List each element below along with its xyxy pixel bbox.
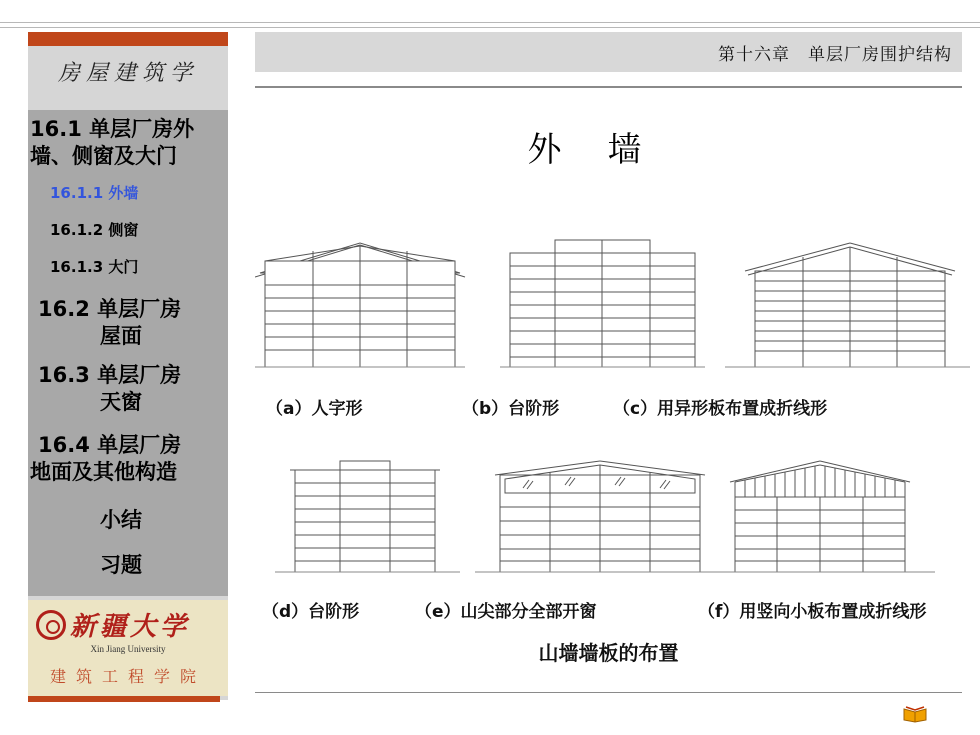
college-name: 建筑工程学院 bbox=[49, 667, 206, 686]
caption-f: （f）用竖向小板布置成折线形 bbox=[698, 602, 927, 622]
diagram-a-gable bbox=[255, 243, 465, 367]
nav-item-16-3[interactable]: 16.3 单层厂房 bbox=[38, 363, 182, 387]
diagram-f-vertical-slats bbox=[720, 461, 935, 572]
nav-item-16-1-1[interactable]: 16.1.1 外墙 bbox=[50, 184, 139, 202]
nav-item-16-1[interactable]: 16.1 单层厂房外 bbox=[30, 117, 195, 141]
nav-item-exercises[interactable]: 习题 bbox=[100, 553, 142, 577]
course-title: 房屋建筑学 bbox=[57, 61, 198, 86]
sidebar-accent-top bbox=[28, 32, 228, 46]
diagram-b-stepped bbox=[500, 240, 705, 367]
nav-item-summary[interactable]: 小结 bbox=[100, 508, 142, 532]
caption-c: （c）用异形板布置成折线形 bbox=[613, 399, 828, 419]
university-logo bbox=[28, 600, 228, 696]
sidebar-accent-bottom bbox=[28, 696, 220, 702]
chapter-title: 第十六章 单层厂房围护结构 bbox=[718, 45, 952, 65]
nav-item-16-1-line2[interactable]: 墙、侧窗及大门 bbox=[30, 144, 177, 168]
nav-item-16-1-2[interactable]: 16.1.2 侧窗 bbox=[50, 221, 139, 239]
chapter-header bbox=[255, 32, 962, 72]
top-rule bbox=[0, 22, 980, 23]
university-name: 新疆大学 bbox=[70, 612, 191, 642]
book-nav-icon[interactable] bbox=[902, 705, 928, 723]
nav-item-16-4-line2[interactable]: 地面及其他构造 bbox=[30, 460, 177, 484]
header-rule bbox=[255, 86, 962, 88]
caption-b: （b）台阶形 bbox=[462, 399, 560, 419]
top-rule-2 bbox=[0, 27, 980, 28]
figure-caption: 山墙墙板的布置 bbox=[538, 641, 679, 665]
caption-e: （e）山尖部分全部开窗 bbox=[415, 602, 597, 622]
diagram-d-stepped bbox=[275, 461, 460, 572]
nav-item-16-3-line2[interactable]: 天窗 bbox=[100, 390, 142, 414]
diagram-e-gable-windows bbox=[475, 461, 725, 572]
diagram-c-polyline bbox=[725, 243, 970, 367]
university-seal-icon bbox=[36, 610, 66, 640]
caption-a: （a）人字形 bbox=[266, 399, 363, 419]
nav-item-16-4[interactable]: 16.4 单层厂房 bbox=[38, 433, 182, 457]
footer-rule bbox=[255, 692, 962, 693]
caption-d: （d）台阶形 bbox=[262, 602, 360, 622]
nav-item-16-2[interactable]: 16.2 单层厂房 bbox=[38, 297, 182, 321]
nav-item-16-1-3[interactable]: 16.1.3 大门 bbox=[50, 258, 139, 276]
university-english-name: Xin Jiang University bbox=[90, 644, 166, 654]
nav-item-16-2-line2[interactable]: 屋面 bbox=[100, 324, 142, 348]
page-title: 外 墙 bbox=[527, 130, 648, 170]
